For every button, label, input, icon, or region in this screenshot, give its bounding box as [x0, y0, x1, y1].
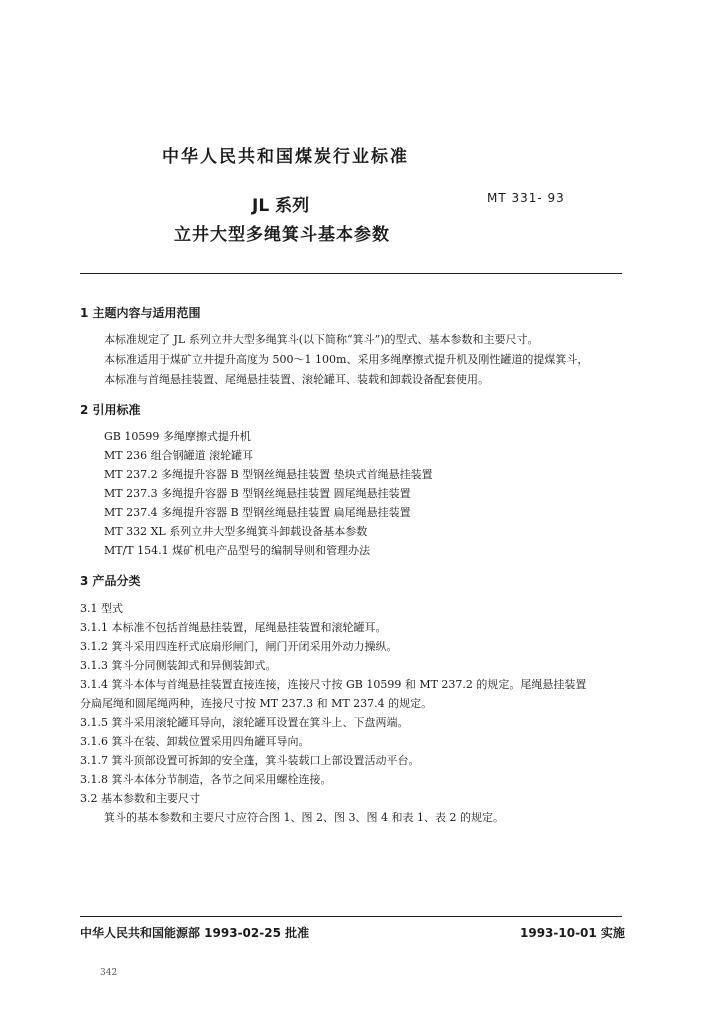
- section-2-heading: 2 引用标准: [80, 403, 141, 417]
- clause-line: 3.1.8 箕斗本体分节制造，各节之间采用螺栓连接。: [80, 773, 332, 786]
- clause-line: 3.1.2 箕斗采用四连杆式底扇形闸门，闸门开闭采用外动力操纵。: [80, 640, 398, 653]
- clause-line: 3.1.6 箕斗在装、卸载位置采用四角罐耳导向。: [80, 735, 310, 748]
- top-divider: [80, 273, 622, 274]
- reference-item: MT 332 XL 系列立井大型多绳箕斗卸载设备基本参数: [104, 525, 368, 538]
- section-1-paragraph: 本标准规定了 JL 系列立井大型多绳箕斗(以下简称“箕斗”)的型式、基本参数和主要尺寸。: [104, 333, 539, 346]
- reference-item: MT 237.4 多绳提升容器 B 型钢丝绳悬挂装置 扁尾绳悬挂装置: [104, 506, 411, 519]
- reference-item: GB 10599 多绳摩擦式提升机: [104, 430, 251, 443]
- clause-line: 3.1.7 箕斗顶部设置可拆卸的安全蓬，箕斗装载口上部设置活动平台。: [80, 754, 420, 767]
- page-number: 342: [100, 968, 118, 978]
- clause-line: 3.1.4 箕斗本体与首绳悬挂装置直接连接，连接尺寸按 GB 10599 和 MT 237.2 的规定。尾绳悬挂装置: [80, 678, 587, 691]
- section-1-heading: 1 主题内容与适用范围: [80, 306, 201, 320]
- reference-item: MT 237.3 多绳提升容器 B 型钢丝绳悬挂装置 圆尾绳悬挂装置: [104, 487, 411, 500]
- reference-item: MT 237.2 多绳提升容器 B 型钢丝绳悬挂装置 垫块式首绳悬挂装置: [104, 468, 433, 481]
- clause-line: 箕斗的基本参数和主要尺寸应符合图 1、图 2、图 3、图 4 和表 1、表 2 的规定。: [104, 811, 504, 824]
- implementation-date: 1993-10-01 实施: [520, 926, 625, 940]
- document-header: 中华人民共和国煤炭行业标准: [162, 147, 409, 167]
- approval-date: 中华人民共和国能源部 1993-02-25 批准: [80, 926, 310, 940]
- standard-code: MT 331- 93: [487, 191, 565, 205]
- section-1-paragraph: 本标准适用于煤矿立井提升高度为 500～1 100m、采用多绳摩擦式提升机及刚性罐道的提煤箕斗，: [104, 353, 589, 366]
- clause-line: 分扁尾绳和圆尾绳两种，连接尺寸按 MT 237.3 和 MT 237.4 的规定。: [80, 697, 433, 710]
- clause-line: 3.1.5 箕斗采用滚轮罐耳导向，滚轮罐耳设置在箕斗上、下盘两端。: [80, 716, 409, 729]
- reference-item: MT 236 组合钢罐道 滚轮罐耳: [104, 449, 254, 462]
- footer-divider: [80, 916, 622, 917]
- clause-line: 3.1.3 箕斗分同侧装卸式和异侧装卸式。: [80, 659, 277, 672]
- reference-item: MT/T 154.1 煤矿机电产品型号的编制导则和管理办法: [104, 544, 371, 557]
- clause-line: 3.1 型式: [80, 602, 123, 615]
- title-line-1: JL 系列: [252, 196, 310, 216]
- clause-line: 3.1.1 本标准不包括首绳悬挂装置，尾绳悬挂装置和滚轮罐耳。: [80, 621, 387, 634]
- section-1-paragraph: 本标准与首绳悬挂装置、尾绳悬挂装置、滚轮罐耳、装载和卸载设备配套使用。: [104, 373, 489, 386]
- section-3-heading: 3 产品分类: [80, 574, 141, 588]
- clause-line: 3.2 基本参数和主要尺寸: [80, 792, 200, 805]
- title-line-2: 立井大型多绳箕斗基本参数: [174, 225, 390, 245]
